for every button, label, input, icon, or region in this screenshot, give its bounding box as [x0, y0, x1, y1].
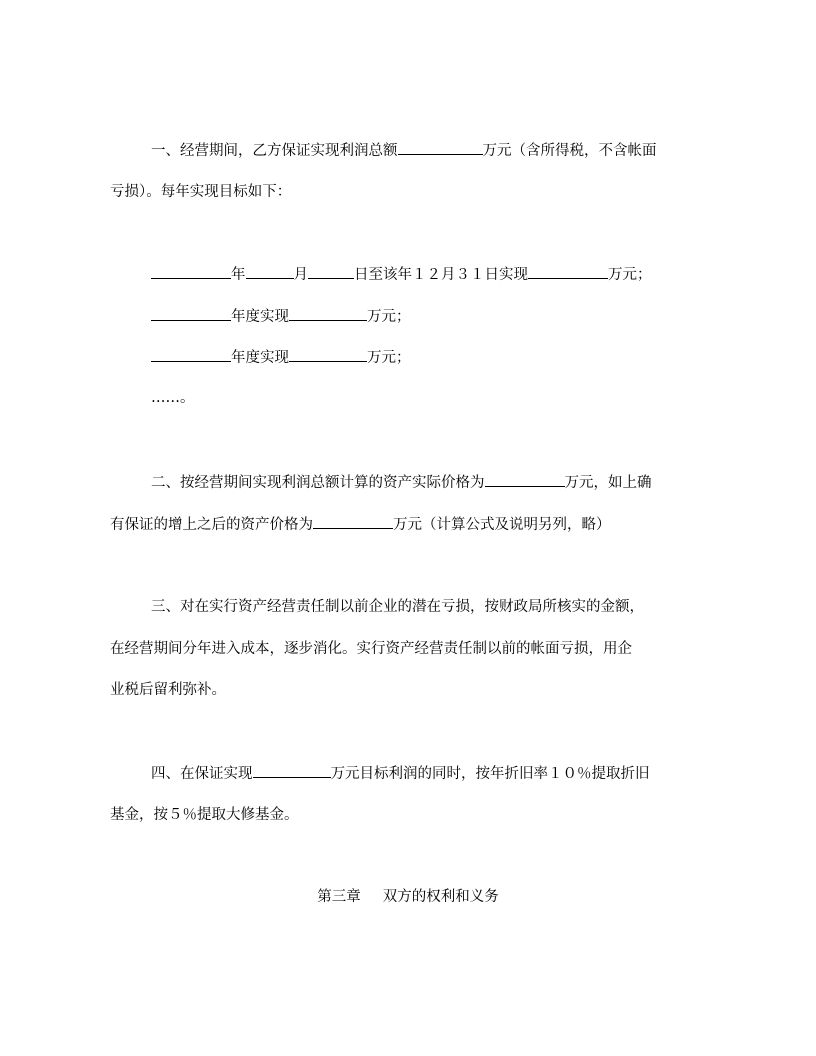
section4-line1 — [151, 763, 650, 783]
row3-unit: 万元； — [367, 350, 411, 366]
row1-unit: 万元； — [608, 267, 652, 283]
month-label: 月 — [293, 267, 308, 283]
profit-total-blank — [398, 140, 483, 155]
target-ellipsis — [151, 388, 195, 408]
start-year-blank — [151, 264, 231, 279]
row2-unit: 万元； — [367, 309, 411, 325]
section1-text-c: 亏损）。每年实现目标如下： — [110, 184, 292, 200]
section4-line2 — [110, 805, 299, 825]
section4-text-c: 基金，按５％提取大修基金。 — [110, 807, 299, 823]
section2-text-d: 万元（计算公式及说明另列，略） — [393, 517, 611, 533]
year2-amount-blank — [289, 306, 367, 321]
section1-text-a: 一、经营期间，乙方保证实现利润总额 — [151, 143, 398, 159]
section3-text-b: 在经营期间分年进入成本，逐步消化。实行资产经营责任制以前的帐面亏损，用企 — [110, 641, 632, 657]
section1-text-b: 万元（含所得税，不含帐面 — [482, 143, 657, 159]
day-label: 日至该年１２月３１日实现 — [354, 267, 528, 283]
section3-line3 — [110, 680, 226, 700]
ellipsis-text: ……。 — [151, 390, 195, 406]
section3-line1 — [151, 597, 644, 617]
year-label: 年 — [231, 267, 246, 283]
target-row-1 — [151, 264, 652, 284]
target-row-3 — [151, 347, 411, 367]
chapter-heading — [0, 887, 816, 907]
section3-text-c: 业税后留利弥补。 — [110, 682, 226, 698]
target-profit-blank — [253, 763, 331, 778]
section2-line2 — [110, 514, 611, 534]
section4-text-b: 万元目标利润的同时，按年折旧率１０％提取折旧 — [330, 766, 650, 782]
row3-label: 年度实现 — [231, 350, 289, 366]
year2-blank — [151, 306, 231, 321]
start-month-blank — [246, 264, 294, 279]
section3-line2 — [110, 639, 632, 659]
row2-label: 年度实现 — [231, 309, 289, 325]
section2-line1 — [151, 472, 652, 492]
section3-text-a: 三、对在实行资产经营责任制以前企业的潜在亏损，按财政局所核实的金额， — [151, 599, 644, 615]
first-year-amount-blank — [528, 264, 608, 279]
section1-line1 — [151, 140, 657, 160]
section1-line2 — [110, 182, 291, 202]
chapter-number: 第三章 — [317, 889, 361, 905]
year3-blank — [151, 347, 231, 362]
section2-text-c: 有保证的增上之后的资产价格为 — [110, 517, 313, 533]
target-row-2 — [151, 306, 411, 326]
section2-text-a: 二、按经营期间实现利润总额计算的资产实际价格为 — [151, 475, 485, 491]
section2-text-b: 万元，如上确 — [564, 475, 652, 491]
chapter-title: 双方的权利和义务 — [382, 889, 499, 905]
section4-text-a: 四、在保证实现 — [151, 766, 253, 782]
start-day-blank — [308, 264, 354, 279]
asset-price-blank — [485, 472, 565, 487]
year3-amount-blank — [289, 347, 367, 362]
increased-asset-price-blank — [313, 514, 393, 529]
